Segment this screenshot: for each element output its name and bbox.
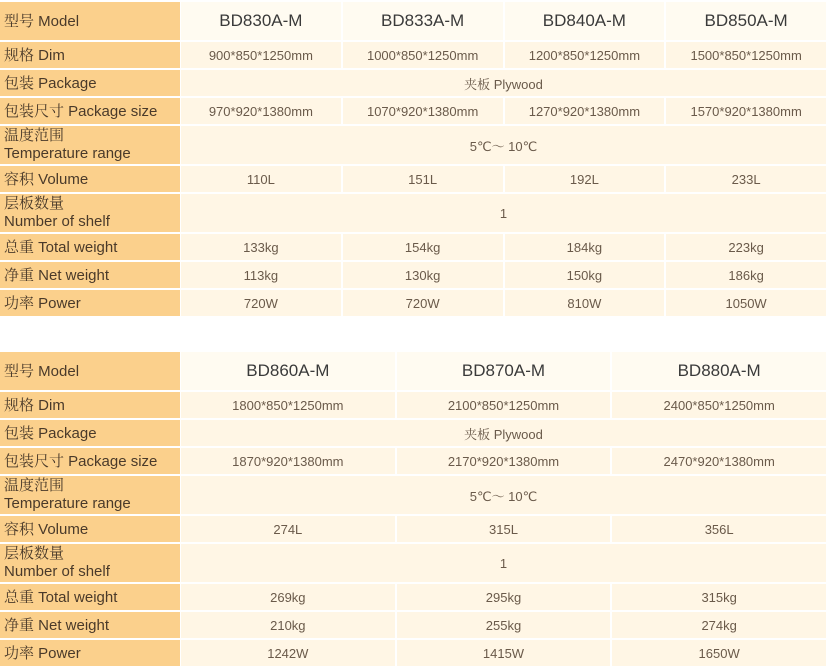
total-weight-cell: 184kg xyxy=(504,234,666,260)
total-weight-label: 总重 Total weight xyxy=(0,234,180,260)
net-weight-cell: 150kg xyxy=(504,262,666,288)
net-weight-row xyxy=(0,262,827,288)
temperature-label-en: Temperature range xyxy=(4,145,131,162)
total-weight-cell: 154kg xyxy=(342,234,504,260)
dim-label: 规格 Dim xyxy=(0,392,180,418)
package-label: 包装 Package xyxy=(0,70,180,96)
net-weight-cell: 255kg xyxy=(396,612,612,638)
model-cell: BD830A-M xyxy=(180,2,342,40)
package-size-cell: 1270*920*1380mm xyxy=(504,98,666,124)
volume-cell: 110L xyxy=(180,166,342,192)
model-cell: BD840A-M xyxy=(504,2,666,40)
temperature-label-en: Temperature range xyxy=(4,495,131,512)
temperature-cell: 5℃～ 10℃ xyxy=(180,126,827,164)
total-weight-cell: 223kg xyxy=(665,234,827,260)
model-cell: BD850A-M xyxy=(665,2,827,40)
volume-label: 容积 Volume xyxy=(0,166,180,192)
total-weight-row xyxy=(0,584,827,610)
package-label: 包装 Package xyxy=(0,420,180,446)
power-cell: 720W xyxy=(180,290,342,316)
model-row xyxy=(0,2,827,40)
package-size-cell: 970*920*1380mm xyxy=(180,98,342,124)
power-cell: 1050W xyxy=(665,290,827,316)
volume-cell: 315L xyxy=(396,516,612,542)
model-label: 型号 Model xyxy=(0,352,180,390)
shelf-label-cn: 层板数量 xyxy=(4,545,65,562)
total-weight-cell: 133kg xyxy=(180,234,342,260)
power-row xyxy=(0,640,827,666)
dim-cell: 1500*850*1250mm xyxy=(665,42,827,68)
shelf-row xyxy=(0,194,827,232)
volume-cell: 274L xyxy=(180,516,396,542)
volume-cell: 233L xyxy=(665,166,827,192)
temperature-row xyxy=(0,476,827,514)
total-weight-cell: 315kg xyxy=(611,584,827,610)
shelf-row xyxy=(0,544,827,582)
package-row xyxy=(0,70,827,96)
dim-row xyxy=(0,42,827,68)
power-row xyxy=(0,290,827,316)
net-weight-cell: 210kg xyxy=(180,612,396,638)
total-weight-cell: 295kg xyxy=(396,584,612,610)
volume-label: 容积 Volume xyxy=(0,516,180,542)
volume-cell: 151L xyxy=(342,166,504,192)
model-cell: BD860A-M xyxy=(180,352,396,390)
shelf-label-en: Number of shelf xyxy=(4,213,110,230)
package-size-cell: 1870*920*1380mm xyxy=(180,448,396,474)
power-cell: 720W xyxy=(342,290,504,316)
volume-cell: 192L xyxy=(504,166,666,192)
shelf-cell: 1 xyxy=(180,194,827,232)
temperature-label-cn: 温度范围 xyxy=(4,127,65,144)
total-weight-cell: 269kg xyxy=(180,584,396,610)
package-size-cell: 2470*920*1380mm xyxy=(611,448,827,474)
power-label: 功率 Power xyxy=(0,640,180,666)
dim-label: 规格 Dim xyxy=(0,42,180,68)
package-size-row xyxy=(0,98,827,124)
spec-table-2 xyxy=(0,350,827,668)
net-weight-label: 净重 Net weight xyxy=(0,612,180,638)
package-size-label: 包装尺寸 Package size xyxy=(0,448,180,474)
total-weight-row xyxy=(0,234,827,260)
spec-table-1 xyxy=(0,0,827,318)
power-cell: 810W xyxy=(504,290,666,316)
model-cell: BD870A-M xyxy=(396,352,612,390)
shelf-label-cn: 层板数量 xyxy=(4,195,65,212)
dim-cell: 1800*850*1250mm xyxy=(180,392,396,418)
model-label: 型号 Model xyxy=(0,2,180,40)
net-weight-cell: 113kg xyxy=(180,262,342,288)
volume-row xyxy=(0,166,827,192)
package-row xyxy=(0,420,827,446)
power-cell: 1415W xyxy=(396,640,612,666)
dim-cell: 900*850*1250mm xyxy=(180,42,342,68)
net-weight-row xyxy=(0,612,827,638)
shelf-label xyxy=(0,544,180,582)
model-cell: BD833A-M xyxy=(342,2,504,40)
package-cell: 夹板 Plywood xyxy=(180,420,827,446)
power-label: 功率 Power xyxy=(0,290,180,316)
total-weight-label: 总重 Total weight xyxy=(0,584,180,610)
dim-cell: 2100*850*1250mm xyxy=(396,392,612,418)
dim-cell: 2400*850*1250mm xyxy=(611,392,827,418)
shelf-cell: 1 xyxy=(180,544,827,582)
package-size-cell: 2170*920*1380mm xyxy=(396,448,612,474)
temperature-label-cn: 温度范围 xyxy=(4,477,65,494)
shelf-label-en: Number of shelf xyxy=(4,563,110,580)
temperature-row xyxy=(0,126,827,164)
package-size-cell: 1570*920*1380mm xyxy=(665,98,827,124)
volume-cell: 356L xyxy=(611,516,827,542)
net-weight-cell: 186kg xyxy=(665,262,827,288)
net-weight-cell: 130kg xyxy=(342,262,504,288)
package-cell: 夹板 Plywood xyxy=(180,70,827,96)
shelf-label xyxy=(0,194,180,232)
volume-row xyxy=(0,516,827,542)
net-weight-label: 净重 Net weight xyxy=(0,262,180,288)
temperature-label xyxy=(0,126,180,164)
power-cell: 1650W xyxy=(611,640,827,666)
power-cell: 1242W xyxy=(180,640,396,666)
temperature-cell: 5℃～ 10℃ xyxy=(180,476,827,514)
package-size-cell: 1070*920*1380mm xyxy=(342,98,504,124)
model-row xyxy=(0,352,827,390)
dim-cell: 1200*850*1250mm xyxy=(504,42,666,68)
model-cell: BD880A-M xyxy=(611,352,827,390)
package-size-label: 包装尺寸 Package size xyxy=(0,98,180,124)
net-weight-cell: 274kg xyxy=(611,612,827,638)
dim-cell: 1000*850*1250mm xyxy=(342,42,504,68)
dim-row xyxy=(0,392,827,418)
package-size-row xyxy=(0,448,827,474)
temperature-label xyxy=(0,476,180,514)
